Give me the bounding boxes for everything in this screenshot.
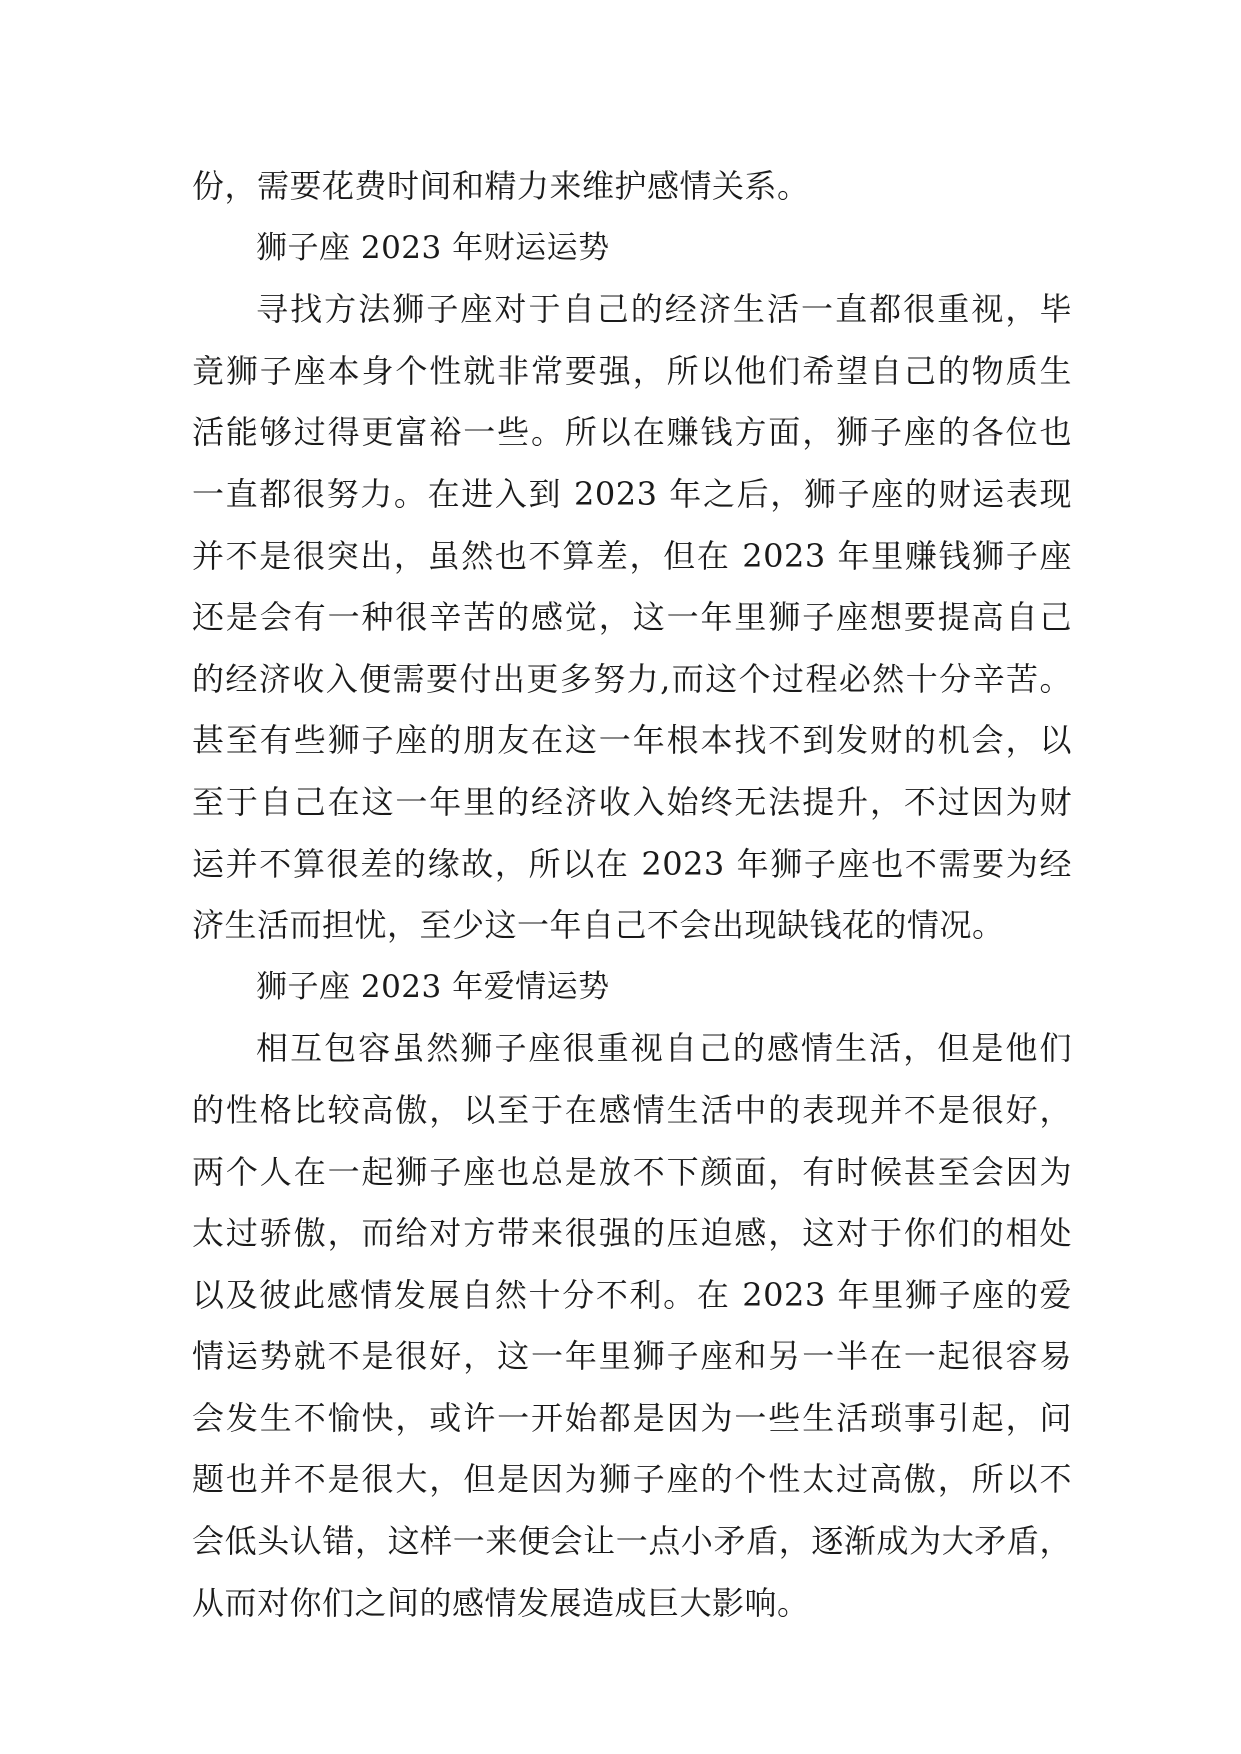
love-paragraph-line: 两个人在一起狮子座也总是放不下颜面，有时候甚至会因为	[192, 1152, 1072, 1191]
love-paragraph-line: 相互包容虽然狮子座很重视自己的感情生活，但是他们	[256, 1029, 1072, 1068]
wealth-paragraph-line: 的经济收入便需要付出更多努力,而这个过程必然十分辛苦。	[192, 659, 1072, 698]
love-paragraph-line: 从而对你们之间的感情发展造成巨大影响。	[192, 1583, 810, 1622]
love-paragraph-line: 会发生不愉快，或许一开始都是因为一些生活琐事引起，问	[192, 1398, 1072, 1437]
wealth-paragraph-line: 至于自己在这一年里的经济收入始终无法提升，不过因为财	[192, 782, 1072, 821]
love-paragraph-line: 题也并不是很大，但是因为狮子座的个性太过高傲，所以不	[192, 1460, 1072, 1499]
love-paragraph-line: 会低头认错，这样一来便会让一点小矛盾，逐渐成为大矛盾，	[192, 1522, 1072, 1561]
wealth-paragraph-line: 还是会有一种很辛苦的感觉，这一年里狮子座想要提高自己	[192, 598, 1072, 637]
wealth-paragraph-line: 活能够过得更富裕一些。所以在赚钱方面，狮子座的各位也	[192, 413, 1072, 452]
love-paragraph-line: 情运势就不是很好，这一年里狮子座和另一半在一起很容易	[192, 1337, 1072, 1376]
paragraph-continuation-line: 份，需要花费时间和精力来维护感情关系。	[192, 167, 810, 205]
wealth-paragraph-line: 运并不算很差的缘故，所以在 2023 年狮子座也不需要为经	[192, 844, 1072, 883]
section-heading-wealth: 狮子座 2023 年财运运势	[256, 229, 610, 266]
wealth-paragraph-line: 并不是很突出，虽然也不算差，但在 2023 年里赚钱狮子座	[192, 536, 1072, 575]
document-body	[192, 156, 1072, 1634]
wealth-paragraph-line: 济生活而担忧，至少这一年自己不会出现缺钱花的情况。	[192, 906, 1005, 945]
wealth-paragraph-line: 一直都很努力。在进入到 2023 年之后，狮子座的财运表现	[192, 474, 1072, 513]
love-paragraph-line: 太过骄傲，而给对方带来很强的压迫感，这对于你们的相处	[192, 1214, 1072, 1253]
wealth-paragraph-line: 寻找方法狮子座对于自己的经济生活一直都很重视，毕	[256, 290, 1072, 329]
wealth-paragraph-line: 甚至有些狮子座的朋友在这一年根本找不到发财的机会，以	[192, 721, 1072, 760]
love-paragraph-line: 的性格比较高傲，以至于在感情生活中的表现并不是很好，	[192, 1090, 1072, 1129]
love-paragraph-line: 以及彼此感情发展自然十分不利。在 2023 年里狮子座的爱	[192, 1275, 1072, 1314]
section-heading-love: 狮子座 2023 年爱情运势	[256, 968, 610, 1005]
wealth-paragraph-line: 竟狮子座本身个性就非常要强，所以他们希望自己的物质生	[192, 351, 1072, 390]
